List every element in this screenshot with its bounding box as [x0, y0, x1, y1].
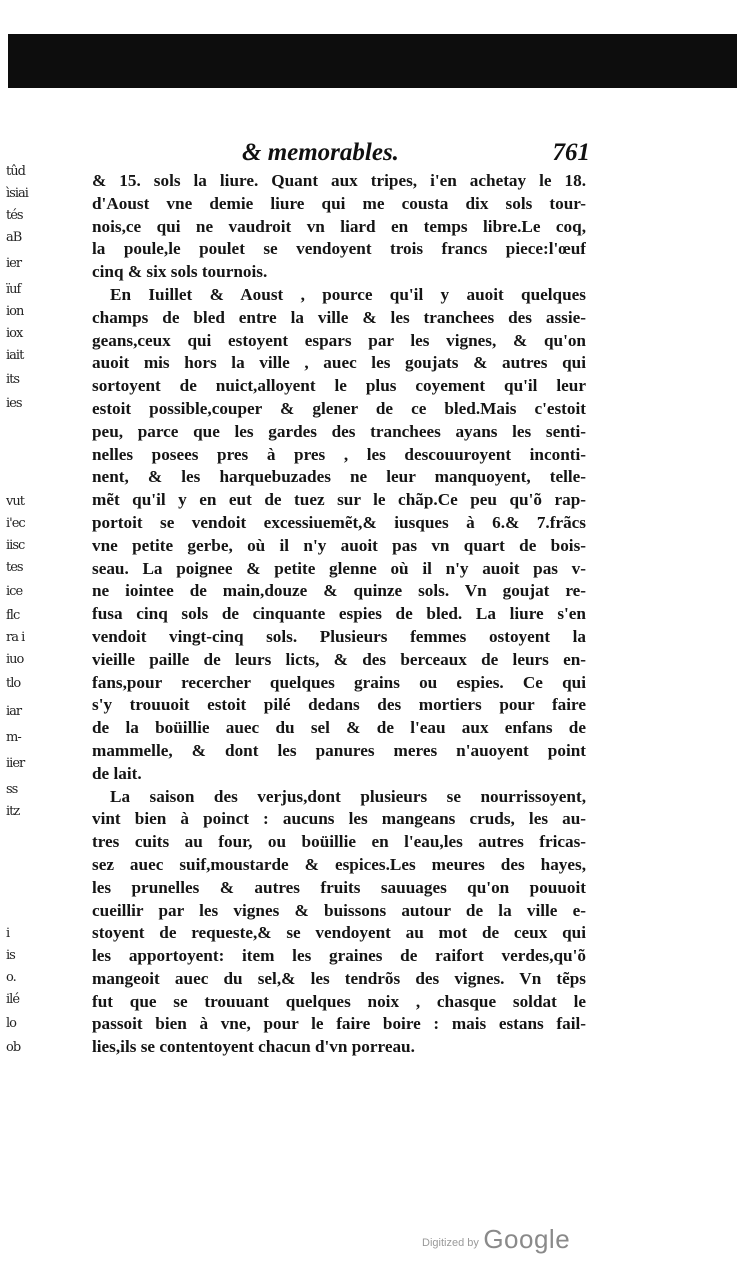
digitized-by-label: Digitized by — [422, 1237, 479, 1249]
margin-fragment: iox — [6, 326, 23, 341]
text-line: mammelle, & dont les panures meres n'auoyent point — [92, 740, 586, 760]
text-line: vne petite gerbe, où il n'y auoit pas vn quart de bois- — [92, 535, 586, 555]
text-line: nent, & les harquebuzades ne leur manquoyent, telle- — [92, 467, 586, 487]
text-line: sortoyent de nuict,alloyent le plus coyement qu'il leur — [92, 376, 586, 396]
margin-fragment: o. — [6, 970, 16, 985]
margin-fragment: i — [6, 926, 10, 941]
text-line: peu, parce que les gardes des tranchees ayans les senti- — [92, 421, 586, 441]
margin-fragment: flc — [6, 608, 20, 623]
text-line: tres cuits au four, ou boüillie en l'eau,les autres fricas- — [92, 832, 586, 852]
margin-fragment: aB — [6, 230, 22, 245]
text-line: de lait. — [92, 763, 142, 783]
margin-fragment: itz — [6, 804, 20, 819]
text-line: vendoit vingt-cinq sols. Plusieurs femmes ostoyent la — [92, 626, 586, 646]
margin-fragment: ier — [6, 256, 22, 271]
text-line: vint bien à poinct : aucuns les mangeans cruds, les au- — [92, 809, 586, 829]
text-line: d'Aoust vne demie liure qui me cousta dix sols tour- — [92, 193, 586, 213]
paragraph — [92, 284, 586, 786]
text-line: cinq & six sols tournois. — [92, 262, 268, 282]
text-line: fans,pour recercher quelques grains ou espies. Ce qui — [92, 672, 586, 692]
text-line: seau. La poignee & petite glenne où il n'y auoit pas v- — [92, 558, 586, 578]
text-line: fut que se trouuant quelques noix , chasque soldat le — [92, 991, 586, 1011]
paragraph — [92, 170, 586, 284]
running-title: & memorables. — [242, 139, 399, 166]
text-line: estoit possible,couper & glener de ce bled.Mais c'estoit — [92, 398, 586, 418]
text-line: portoit se vendoit excessiuemẽt,& iusques à 6.& 7.frãcs — [92, 512, 586, 532]
text-line: La saison des verjus,dont plusieurs se nourrissoyent, — [110, 786, 586, 806]
google-logo: Google — [483, 1224, 571, 1254]
margin-fragment: ra i — [6, 630, 25, 645]
body-text — [92, 170, 586, 1059]
margin-fragment: ice — [6, 584, 23, 599]
margin-fragment: i'ec — [6, 516, 25, 531]
margin-fragment: ilé — [6, 992, 20, 1007]
text-line: vieille paille de leurs licts, & des berceaux de leurs en- — [92, 649, 586, 669]
margin-fragment: tûd — [6, 164, 25, 179]
text-line: passoit bien à vne, pour le faire boire : mais estans fail- — [92, 1014, 586, 1034]
digitized-watermark — [422, 1224, 570, 1255]
margin-fragment: iar — [6, 704, 22, 719]
margin-fragment: m- — [6, 730, 21, 745]
text-line: nois,ce qui ne vaudroit vn liard en temps libre.Le coq, — [92, 216, 586, 236]
text-line: fusa cinq sols de cinquante espies de bled. La liure s'en — [92, 604, 586, 624]
text-line: la poule,le poulet se vendoyent trois francs piece:l'œuf — [92, 239, 586, 259]
margin-fragment: ion — [6, 304, 24, 319]
text-line: sez auec suif,moustarde & espices.Les meures des hayes, — [92, 854, 586, 874]
margin-fragment: is — [6, 948, 15, 963]
margin-fragment: ìsiai — [6, 186, 28, 201]
text-line: champs de bled entre la ville & les tranchees des assie- — [92, 307, 586, 327]
margin-fragment: iuo — [6, 652, 24, 667]
scan-dark-band — [8, 34, 737, 88]
margin-fragment: ob — [6, 1040, 21, 1055]
text-line: cueillir par les vignes & buissons autour de la ville e- — [92, 900, 586, 920]
text-line: les prunelles & autres fruits sauuages qu'on pouuoit — [92, 877, 586, 897]
text-line: geans,ceux qui estoyent espars par les vignes, & qu'on — [92, 330, 586, 350]
adjacent-page-margin — [0, 165, 30, 1105]
margin-fragment: ss — [6, 782, 18, 797]
text-line: les apportoyent: item les graines de raifort verdes,qu'õ — [92, 946, 586, 966]
text-line: s'y trouuoit estoit pilé dedans des mortiers pour faire — [92, 695, 586, 715]
text-line: lies,ils se contentoyent chacun d'vn porreau. — [92, 1037, 415, 1057]
text-line: auoit mis hors la ville , auec les goujats & autres qui — [92, 353, 586, 373]
paragraph — [92, 786, 586, 1060]
margin-fragment: tés — [6, 208, 23, 223]
margin-fragment: tes — [6, 560, 23, 575]
margin-fragment: ïuf — [6, 282, 21, 297]
margin-fragment: tlo — [6, 676, 21, 691]
margin-fragment: iait — [6, 348, 24, 363]
margin-fragment: its — [6, 372, 20, 387]
page-number: 761 — [552, 139, 590, 166]
text-line: & 15. sols la liure. Quant aux tripes, i'en achetay le 18. — [92, 171, 586, 190]
text-line: stoyent de requeste,& se vendoyent au mot de ceux qui — [92, 923, 586, 943]
text-line: En Iuillet & Aoust , pource qu'il y auoit quelques — [110, 284, 586, 304]
margin-fragment: vut — [6, 494, 24, 509]
margin-fragment: iisc — [6, 538, 25, 553]
margin-fragment: iier — [6, 756, 25, 771]
margin-fragment: lo — [6, 1016, 16, 1031]
text-line: ne iointee de main,douze & quinze sols. Vn goujat re- — [92, 581, 586, 601]
margin-fragment: ies — [6, 396, 22, 411]
text-line: mẽt qu'il y en eut de tuez sur le chãp.Ce peu qu'õ rap- — [92, 490, 586, 510]
page-header — [90, 138, 590, 168]
text-line: de la boüillie auec du sel & de l'eau aux enfans de — [92, 718, 586, 738]
text-line: mangeoit auec du sel,& les tendrõs des vignes. Vn tẽps — [92, 968, 586, 988]
text-line: nelles posees pres à pres , les descouuroyent inconti- — [92, 444, 586, 464]
